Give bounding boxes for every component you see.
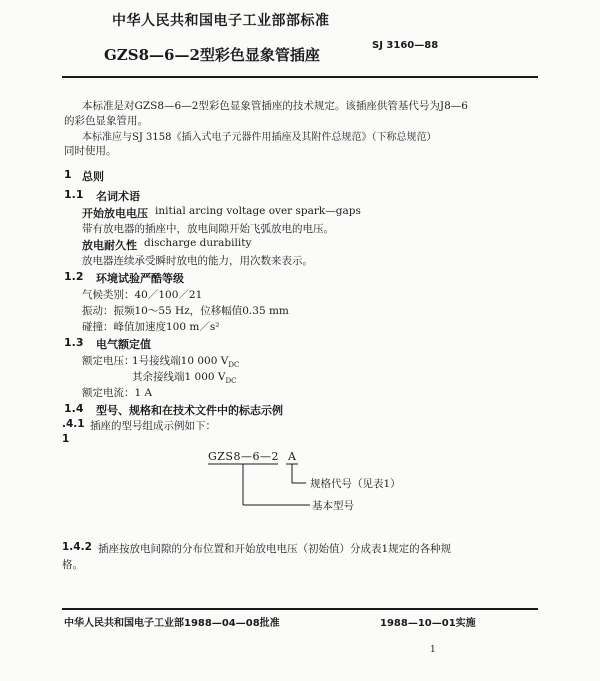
rated-voltage-label: 额定电压： [82, 355, 135, 367]
section-1-3-number: 1.3 [64, 336, 84, 349]
term-1-definition: 带有放电器的插座中，放电间隙开始飞弧放电的电压。 [82, 223, 334, 235]
section-1-4-2-line-1: 插座按放电间隙的分布位置和开始放电电压（初始值）分成表1规定的各种规 [98, 543, 452, 555]
diagram-suffix-code: A [288, 450, 296, 463]
diagram-connector-lines [200, 462, 420, 522]
vibration-spec: 振动：振频10～55 Hz，位移幅值0.35 mm [82, 305, 289, 317]
margin-mark: 1 [62, 433, 70, 445]
section-1-1-title: 名词术语 [96, 190, 140, 203]
section-1-2-title: 环境试验严酷等级 [96, 272, 184, 285]
diagram-model-code: GZS8—6—2 [208, 450, 279, 463]
section-1-4-title: 型号、规格和在技术文件中的标志示例 [96, 404, 283, 417]
section-1-2-number: 1.2 [64, 270, 84, 283]
dc-subscript: DC [225, 377, 237, 386]
intro-para-1-line-2: 的彩色显象管用。 [64, 115, 148, 127]
rated-voltage-other-terminals [132, 369, 236, 385]
rated-current: 额定电流：1 A [82, 387, 153, 399]
intro-para-1-line-1: 本标准是对GZS8—6—2型彩色显象管插座的技术规定。该插座供管基代号为J8—6 [82, 100, 468, 112]
term-2-definition: 放电器连续承受瞬时放电的能力，用次数来表示。 [82, 255, 313, 267]
effective-date: 1988—10—01实施 [380, 618, 476, 629]
section-1-4-2-line-2: 格。 [62, 559, 83, 571]
standard-number: SJ 3160—88 [372, 40, 439, 51]
section-1-4-1-number: .4.1 [62, 418, 85, 430]
footer-rule [62, 608, 538, 610]
doc-title: GZS8—6—2型彩色显象管插座 [104, 46, 320, 64]
approval-line: 中华人民共和国电子工业部1988—04—08批准 [64, 618, 280, 629]
intro-para-2-line-1: 本标准应与SJ 3158《插入式电子元器件用插座及其附件总规范》（下称总规范） [82, 132, 437, 143]
intro-para-2-line-2: 同时使用。 [64, 145, 117, 157]
org-title: 中华人民共和国电子工业部部标准 [112, 13, 330, 29]
section-1-number: 1 [64, 168, 72, 181]
term-1-english: initial arcing voltage over spark—gaps [155, 205, 361, 217]
page-number: 1 [430, 645, 436, 655]
rated-voltage-terminal-1-text: 1号接线端10 000 V [132, 355, 229, 367]
section-1-1-number: 1.1 [64, 188, 84, 201]
rated-voltage-terminal-1 [132, 353, 239, 369]
diagram-label-spec-code: 规格代号（见表1） [310, 478, 401, 490]
term-2-english: discharge durability [144, 237, 252, 249]
bump-spec: 碰撞：峰值加速度100 m／s² [82, 321, 220, 333]
term-2-chinese: 放电耐久性 [82, 239, 137, 252]
dc-subscript: DC [228, 361, 240, 370]
section-1-title: 总则 [82, 170, 104, 183]
section-1-4-1-text: 插座的型号组成示例如下： [90, 420, 216, 432]
section-1-4-number: 1.4 [64, 402, 84, 415]
rated-voltage-other-text: 其余接线端1 000 V [132, 371, 226, 383]
diagram-label-base-model: 基本型号 [312, 500, 354, 512]
term-1-chinese: 开始放电电压 [82, 207, 148, 220]
section-1-3-title: 电气额定值 [96, 338, 151, 351]
climate-category: 气候类别：40／100／21 [82, 289, 203, 301]
section-1-4-2-number: 1.4.2 [62, 541, 92, 553]
header-rule [62, 76, 538, 78]
